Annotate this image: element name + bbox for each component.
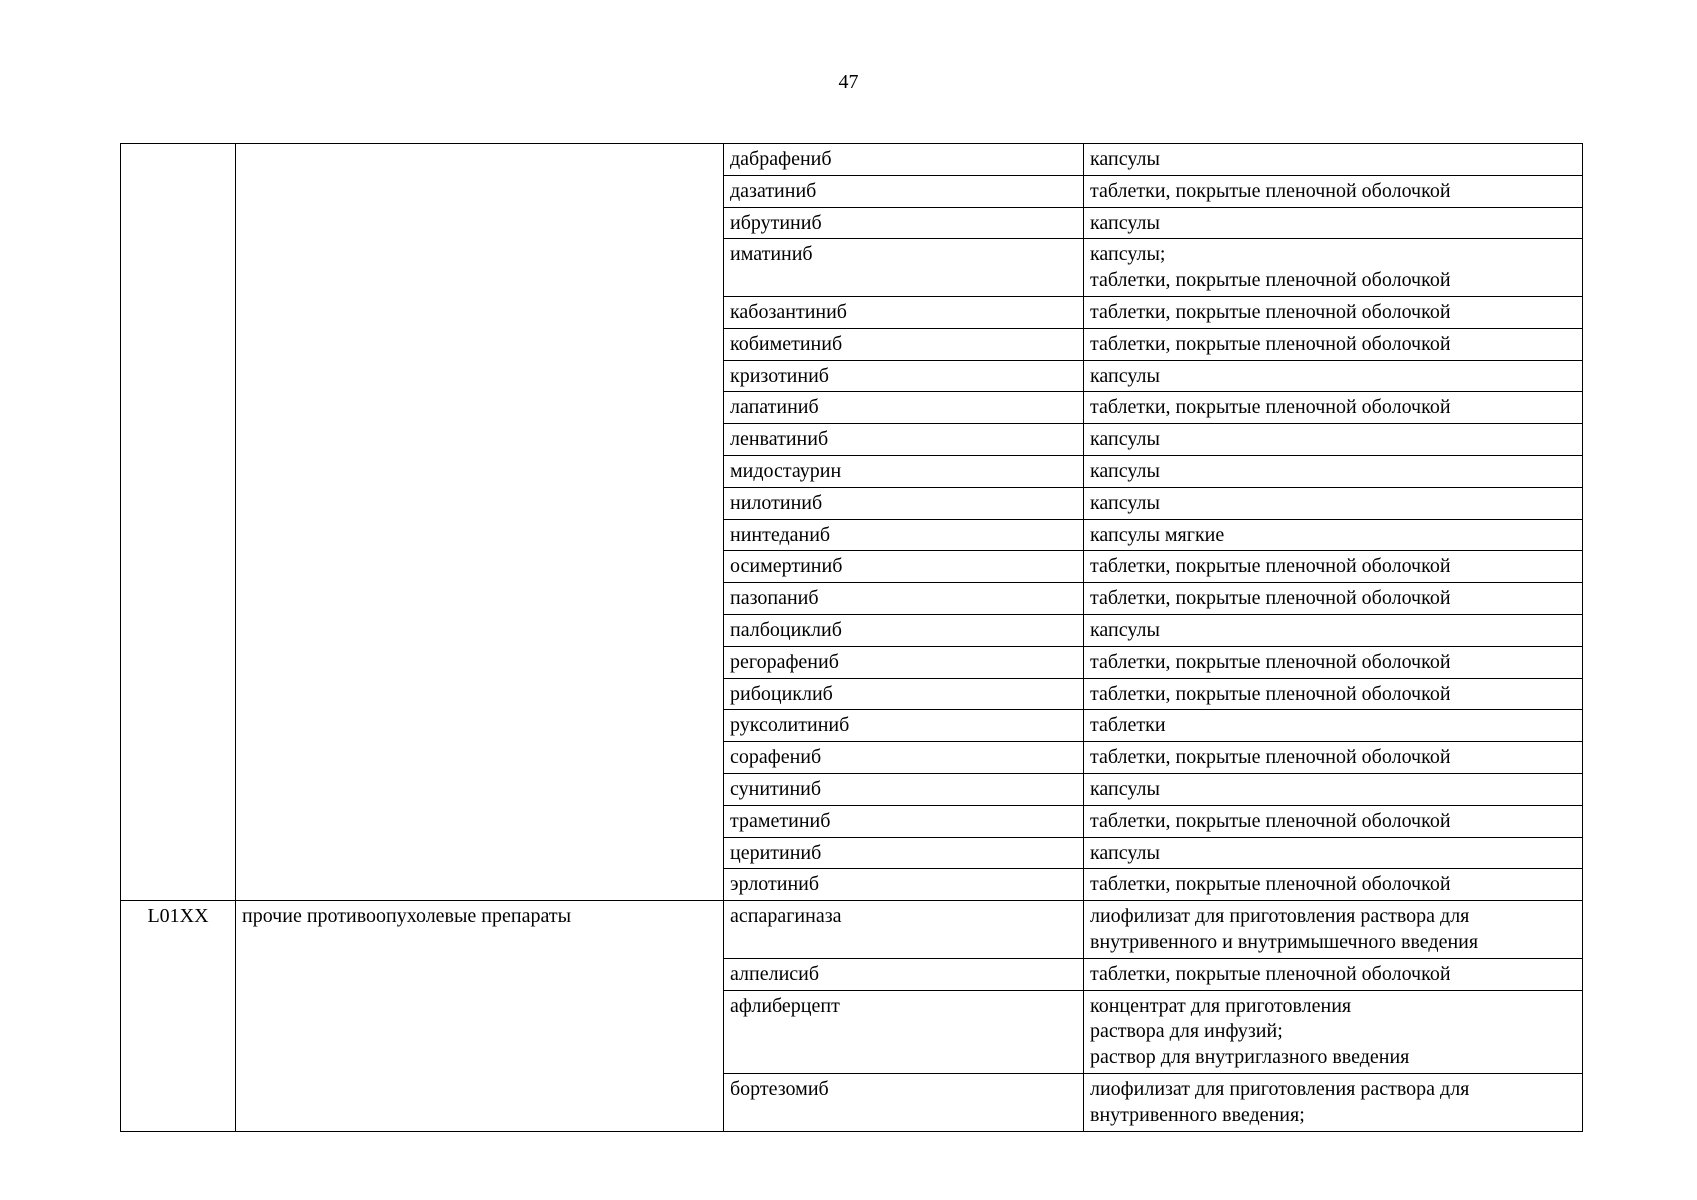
drug-name-cell: мидостаурин xyxy=(724,455,1084,487)
atc-code-cell: L01XX xyxy=(121,901,236,1131)
dosage-form-line: таблетки, покрытые пленочной оболочкой xyxy=(1090,962,1451,985)
drug-name-cell: кобиметиниб xyxy=(724,328,1084,360)
dosage-form-line: таблетки, покрытые пленочной оболочкой xyxy=(1090,587,1451,610)
dosage-form-cell xyxy=(1084,144,1583,176)
dosage-form-line: таблетки, покрытые пленочной оболочкой xyxy=(1090,179,1451,202)
group-name-cell xyxy=(236,144,724,901)
dosage-form-cell xyxy=(1084,551,1583,583)
dosage-form-line: капсулы мягкие xyxy=(1090,523,1225,546)
dosage-form-cell xyxy=(1084,1073,1583,1131)
dosage-form-cell xyxy=(1084,773,1583,805)
dosage-form-cell xyxy=(1084,805,1583,837)
dosage-form-cell xyxy=(1084,614,1583,646)
dosage-form-line: таблетки, покрытые пленочной оболочкой xyxy=(1090,300,1451,323)
drug-name-cell: афлиберцепт xyxy=(724,990,1084,1073)
dosage-form-line: капсулы; xyxy=(1090,243,1166,266)
drug-name-cell: кабозантиниб xyxy=(724,296,1084,328)
dosage-form-cell xyxy=(1084,958,1583,990)
dosage-form-line: капсулы xyxy=(1090,777,1160,800)
dosage-form-cell xyxy=(1084,328,1583,360)
dosage-form-line: таблетки, покрытые пленочной оболочкой xyxy=(1090,873,1451,896)
dosage-form-line: концентрат для приготовления xyxy=(1090,994,1352,1017)
drug-name-cell: аспарагиназа xyxy=(724,901,1084,959)
drug-name-cell: эрлотиниб xyxy=(724,869,1084,901)
drug-name-cell: бортезомиб xyxy=(724,1073,1084,1131)
table-row xyxy=(121,901,1583,959)
dosage-form-line: таблетки, покрытые пленочной оболочкой xyxy=(1090,396,1451,419)
drug-table xyxy=(120,143,1583,1132)
dosage-form-line: внутривенного и внутримышечного введения xyxy=(1090,930,1479,953)
drug-name-cell: палбоциклиб xyxy=(724,614,1084,646)
drug-name-cell: ибрутиниб xyxy=(724,207,1084,239)
dosage-form-line: капсулы xyxy=(1090,428,1160,451)
dosage-form-cell xyxy=(1084,837,1583,869)
dosage-form-cell xyxy=(1084,901,1583,959)
dosage-form-line: капсулы xyxy=(1090,211,1160,234)
dosage-form-line: капсулы xyxy=(1090,841,1160,864)
dosage-form-line: лиофилизат для приготовления раствора для xyxy=(1090,905,1470,928)
dosage-form-cell xyxy=(1084,678,1583,710)
dosage-form-line: капсулы xyxy=(1090,459,1160,482)
dosage-form-line: таблетки, покрытые пленочной оболочкой xyxy=(1090,809,1451,832)
dosage-form-cell xyxy=(1084,646,1583,678)
dosage-form-cell xyxy=(1084,519,1583,551)
dosage-form-cell xyxy=(1084,392,1583,424)
dosage-form-line: внутривенного введения; xyxy=(1090,1103,1305,1126)
dosage-form-line: таблетки, покрытые пленочной оболочкой xyxy=(1090,332,1451,355)
dosage-form-line: таблетки, покрытые пленочной оболочкой xyxy=(1090,746,1451,769)
drug-name-cell: осимертиниб xyxy=(724,551,1084,583)
drug-name-cell: иматиниб xyxy=(724,239,1084,297)
dosage-form-cell xyxy=(1084,296,1583,328)
drug-name-cell: церитиниб xyxy=(724,837,1084,869)
drug-name-cell: траметиниб xyxy=(724,805,1084,837)
drug-name-cell: пазопаниб xyxy=(724,583,1084,615)
drug-name-cell: руксолитиниб xyxy=(724,710,1084,742)
drug-name-cell: лапатиниб xyxy=(724,392,1084,424)
drug-name-cell: регорафениб xyxy=(724,646,1084,678)
table-body xyxy=(121,144,1583,1132)
page-number: 47 xyxy=(838,71,859,93)
dosage-form-cell xyxy=(1084,869,1583,901)
atc-code-cell xyxy=(121,144,236,901)
dosage-form-line: лиофилизат для приготовления раствора для xyxy=(1090,1077,1470,1100)
dosage-form-cell xyxy=(1084,742,1583,774)
dosage-form-line: таблетки xyxy=(1090,714,1166,737)
dosage-form-line: капсулы xyxy=(1090,618,1160,641)
drug-name-cell: алпелисиб xyxy=(724,958,1084,990)
drug-name-cell: дабрафениб xyxy=(724,144,1084,176)
dosage-form-cell xyxy=(1084,455,1583,487)
dosage-form-line: таблетки, покрытые пленочной оболочкой xyxy=(1090,650,1451,673)
drug-name-cell: нинтеданиб xyxy=(724,519,1084,551)
dosage-form-cell xyxy=(1084,239,1583,297)
dosage-form-line: капсулы xyxy=(1090,491,1160,514)
drug-name-cell: ленватиниб xyxy=(724,424,1084,456)
drug-name-cell: нилотиниб xyxy=(724,487,1084,519)
dosage-form-line: раствор для внутриглазного введения xyxy=(1090,1046,1410,1069)
drug-name-cell: рибоциклиб xyxy=(724,678,1084,710)
drug-name-cell: дазатиниб xyxy=(724,175,1084,207)
dosage-form-cell xyxy=(1084,424,1583,456)
table-row xyxy=(121,144,1583,176)
dosage-form-line: капсулы xyxy=(1090,364,1160,387)
dosage-form-line: раствора для инфузий; xyxy=(1090,1020,1283,1043)
dosage-form-cell xyxy=(1084,487,1583,519)
dosage-form-cell xyxy=(1084,990,1583,1073)
drug-name-cell: кризотиниб xyxy=(724,360,1084,392)
dosage-form-cell xyxy=(1084,583,1583,615)
drug-name-cell: сунитиниб xyxy=(724,773,1084,805)
group-name-cell: прочие противоопухолевые препараты xyxy=(236,901,724,1131)
dosage-form-line: таблетки, покрытые пленочной оболочкой xyxy=(1090,555,1451,578)
dosage-form-cell xyxy=(1084,175,1583,207)
dosage-form-line: таблетки, покрытые пленочной оболочкой xyxy=(1090,682,1451,705)
dosage-form-line: капсулы xyxy=(1090,148,1160,170)
dosage-form-line: таблетки, покрытые пленочной оболочкой xyxy=(1090,269,1451,292)
dosage-form-cell xyxy=(1084,360,1583,392)
dosage-form-cell xyxy=(1084,207,1583,239)
dosage-form-cell xyxy=(1084,710,1583,742)
drug-name-cell: сорафениб xyxy=(724,742,1084,774)
